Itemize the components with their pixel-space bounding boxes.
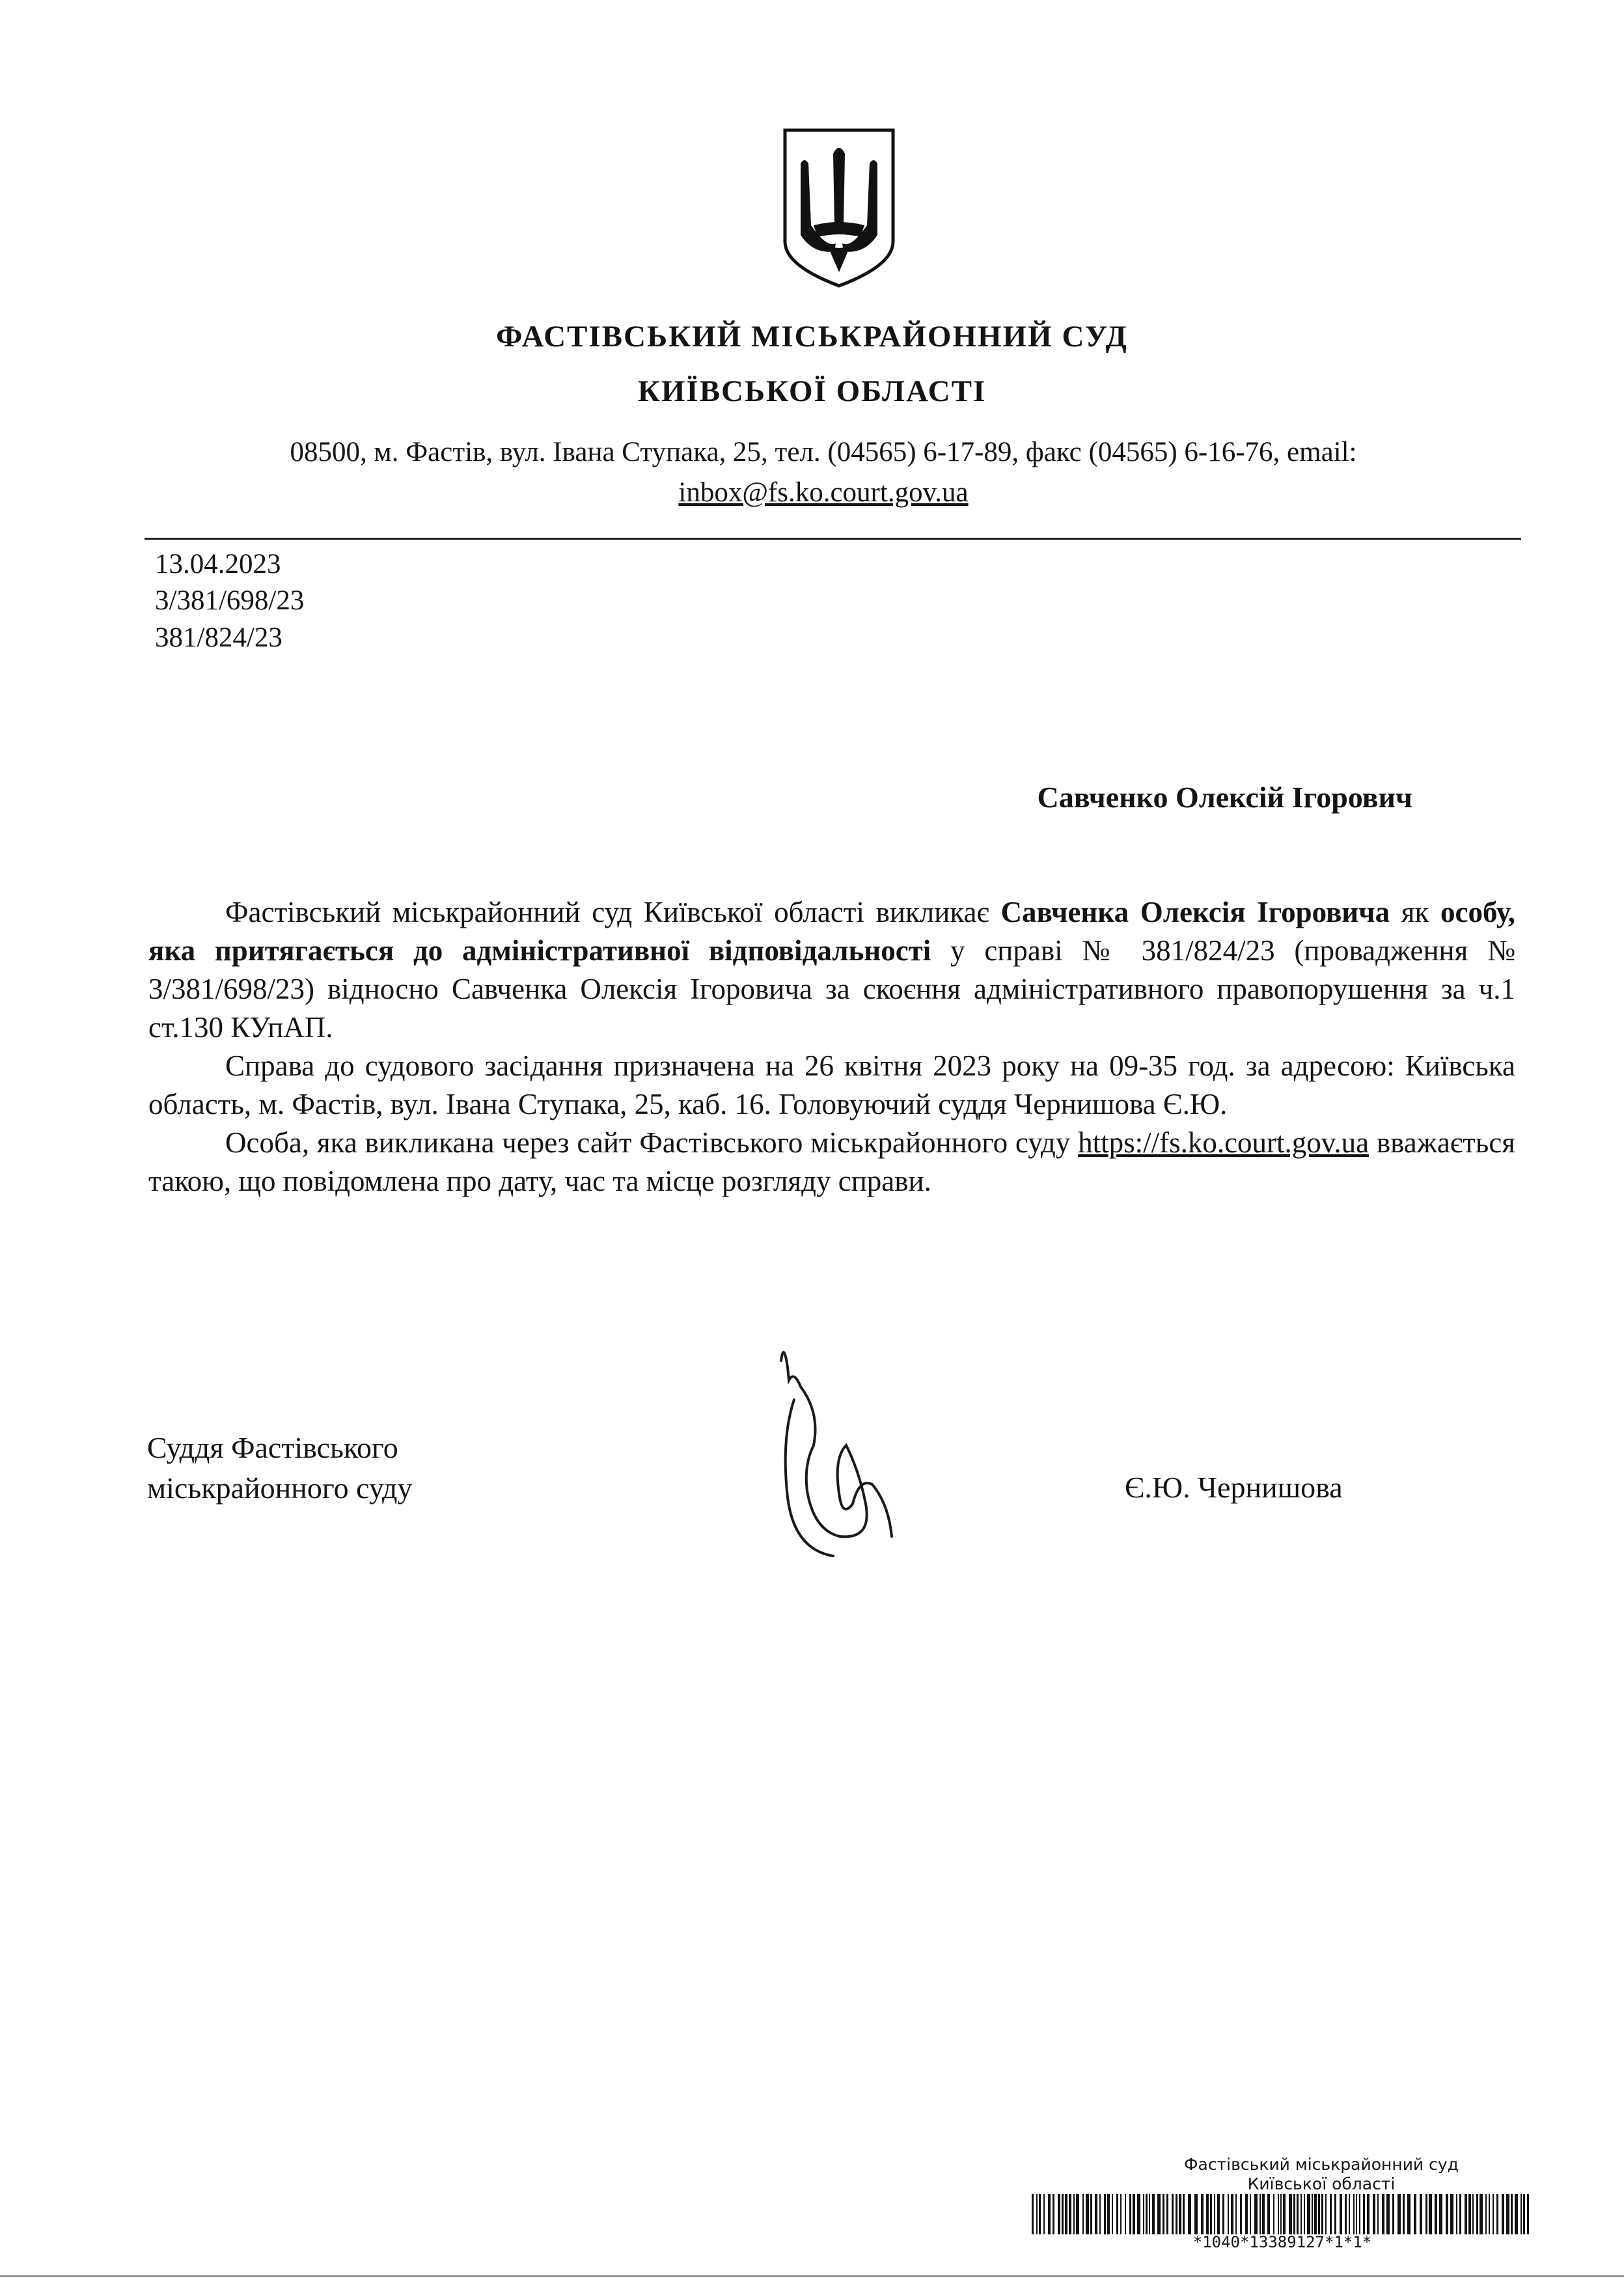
barcode-bar: [1325, 2194, 1327, 2234]
barcode-bar: [1217, 2194, 1220, 2234]
body-text: у справі № 381/824/23 (провадження № 3/381/698/23) відносно Савченка Олексія Ігоровича за скоєння адміністративного правопорушення за ч.1 ст.130 КУпАП.: [148, 934, 1516, 1044]
body-text: Фастівський міськрайонний суд Київської області викликає: [225, 896, 1001, 928]
barcode-bar: [1283, 2194, 1286, 2234]
signer-title-line: Суддя Фастівського: [147, 1431, 398, 1464]
barcode-bar: [1506, 2194, 1509, 2234]
barcode-bar: [1146, 2194, 1148, 2234]
barcode-bar: [1472, 2194, 1474, 2234]
barcode-bar: [1262, 2194, 1265, 2234]
barcode-bar: [1330, 2194, 1332, 2234]
header-divider: [145, 538, 1521, 540]
barcode-bar: [1259, 2194, 1261, 2234]
barcode-bar: [1163, 2194, 1164, 2234]
barcode-bar: [1377, 2194, 1379, 2234]
person-name: Савченка Олексія Ігоровича: [1000, 896, 1390, 928]
barcode-bar: [1334, 2194, 1336, 2234]
barcode-caption: [1120, 2155, 1523, 2194]
barcode-bar: [1293, 2194, 1295, 2234]
barcode-bar: [1397, 2194, 1401, 2234]
court-contacts: [195, 432, 1452, 513]
barcode-bar: [1166, 2194, 1168, 2234]
barcode-bar: [1392, 2194, 1394, 2234]
outgoing-number: 3/381/698/23: [155, 585, 305, 616]
barcode-bar: [1435, 2194, 1437, 2234]
barcode-bar: [1439, 2194, 1442, 2234]
barcode-bar: [1321, 2194, 1323, 2234]
barcode-bar: [1152, 2194, 1155, 2234]
barcode-bar: [1523, 2194, 1525, 2234]
barcode-bar: [1133, 2194, 1135, 2234]
barcode-bar: [1090, 2194, 1092, 2234]
barcode-bar: [1069, 2194, 1071, 2234]
letter-body: [148, 893, 1515, 1201]
barcode-caption-line: Київської області: [1247, 2174, 1396, 2193]
barcode-bar: [1267, 2194, 1270, 2234]
barcode-bar: [1210, 2194, 1212, 2234]
page-bottom-edge: [0, 2275, 1624, 2277]
barcode-bar: [1222, 2194, 1224, 2234]
barcode-bar: [1456, 2194, 1457, 2234]
barcode-bar: [1125, 2194, 1126, 2234]
barcode-bar: [1245, 2194, 1248, 2234]
barcode-bar: [1137, 2194, 1140, 2234]
judge-name: Є.Ю. Чернишова: [1125, 1471, 1343, 1504]
barcode-bar: [1297, 2194, 1299, 2234]
barcode-bar: [1314, 2194, 1317, 2234]
barcode-bar: [1489, 2194, 1490, 2234]
barcode-bar: [1194, 2194, 1198, 2234]
barcode-bar: [1231, 2194, 1233, 2234]
barcode-bar: [1349, 2194, 1350, 2234]
barcode-bar: [1043, 2194, 1045, 2234]
barcode-bar: [1468, 2194, 1471, 2234]
barcode-bar: [1450, 2194, 1453, 2234]
barcode-bar: [1206, 2194, 1209, 2234]
barcode-bar: [1254, 2194, 1258, 2234]
barcode-bar: [1407, 2194, 1411, 2234]
barcode-bar: [1107, 2194, 1110, 2234]
barcode-bar: [1382, 2194, 1384, 2234]
barcode-bar: [1065, 2194, 1067, 2234]
body-text: як: [1390, 896, 1440, 928]
barcode-bar: [1278, 2194, 1279, 2234]
barcode-bar: [1515, 2194, 1518, 2234]
barcode-caption-line: Фастівський міськрайонний суд: [1184, 2155, 1459, 2174]
barcode-bar: [1062, 2194, 1064, 2234]
barcode-bar: [1036, 2194, 1038, 2234]
barcode-bar: [1386, 2194, 1390, 2234]
barcode-bar: [1521, 2194, 1522, 2234]
barcode-bar: [1157, 2194, 1161, 2234]
barcode-bar: [1086, 2194, 1089, 2234]
document-date: 13.04.2023: [155, 549, 281, 579]
barcode: [1032, 2194, 1533, 2234]
summons-paragraph: [148, 893, 1515, 1047]
barcode-bar: [1465, 2194, 1467, 2234]
barcode-bar: [1104, 2194, 1106, 2234]
barcode-bar: [1312, 2194, 1313, 2234]
barcode-bar: [1149, 2194, 1150, 2234]
barcode-bar: [1116, 2194, 1118, 2234]
barcode-bar: [1120, 2194, 1122, 2234]
barcode-bar: [1172, 2194, 1174, 2234]
barcode-bar: [1201, 2194, 1204, 2234]
barcode-bar: [1373, 2194, 1375, 2234]
barcode-bar: [1240, 2194, 1242, 2234]
barcode-bar: [1183, 2194, 1185, 2234]
barcode-bar: [1425, 2194, 1427, 2234]
barcode-bar: [1340, 2194, 1342, 2234]
barcode-bar: [1363, 2194, 1365, 2234]
barcode-bar: [1318, 2194, 1320, 2234]
barcode-bar: [1345, 2194, 1347, 2234]
barcode-bar: [1446, 2194, 1448, 2234]
barcode-bar: [1235, 2194, 1237, 2234]
barcode-bar: [1058, 2194, 1060, 2234]
contacts-text: 08500, м. Фастів, вул. Івана Ступака, 25, тел. (04565) 6-17-89, факс (04565) 6-16-76, email:: [290, 437, 1357, 467]
barcode-bar: [1476, 2194, 1478, 2234]
barcode-bar: [1188, 2194, 1191, 2234]
body-text: вважається такою, що повідомлена про дату, час та місце розгляду справи.: [148, 1126, 1515, 1197]
barcode-bar: [1511, 2194, 1513, 2234]
barcode-bar: [1429, 2194, 1432, 2234]
court-website-link[interactable]: https://fs.ko.court.gov.ua: [1078, 1126, 1369, 1159]
barcode-bar: [1496, 2194, 1498, 2234]
barcode-bar: [1502, 2194, 1504, 2234]
barcode-bar: [1176, 2194, 1177, 2234]
barcode-bar: [1485, 2194, 1487, 2234]
signer-title: [147, 1428, 412, 1508]
barcode-bar: [1228, 2194, 1229, 2234]
barcode-bar: [1179, 2194, 1181, 2234]
email-link[interactable]: inbox@fs.ko.court.gov.ua: [678, 477, 969, 508]
barcode-bar: [1493, 2194, 1494, 2234]
barcode-bar: [1356, 2194, 1357, 2234]
signer-title-line: міськрайонного суду: [147, 1471, 413, 1505]
coat-of-arms-icon: [781, 128, 897, 288]
barcode-bar: [1095, 2194, 1097, 2234]
barcode-bar: [1112, 2194, 1113, 2234]
barcode-bar: [1301, 2194, 1302, 2234]
person-status: особу, яка притягається до адміністративної відповідальності: [148, 896, 1515, 967]
notice-paragraph: [148, 1124, 1515, 1201]
barcode-bar: [1048, 2194, 1051, 2234]
barcode-bar: [1099, 2194, 1101, 2234]
case-number: 381/824/23: [155, 622, 282, 653]
barcode-bar: [1304, 2194, 1305, 2234]
barcode-bar: [1143, 2194, 1144, 2234]
barcode-bar: [1527, 2194, 1529, 2234]
barcode-bar: [1307, 2194, 1310, 2234]
barcode-bar: [1353, 2194, 1355, 2234]
barcode-number: *1040*13389127*1*1*: [1192, 2233, 1372, 2251]
barcode-bar: [1420, 2194, 1422, 2234]
barcode-bar: [1032, 2194, 1034, 2234]
barcode-bar: [1403, 2194, 1405, 2234]
barcode-bar: [1280, 2194, 1282, 2234]
barcode-bar: [1359, 2194, 1360, 2234]
addressee: Савченко Олексій Ігорович: [1037, 781, 1412, 814]
barcode-bar: [1082, 2194, 1084, 2234]
handwritten-signature: [768, 1341, 898, 1562]
barcode-bar: [1289, 2194, 1292, 2234]
barcode-bar: [1459, 2194, 1461, 2234]
barcode-bar: [1073, 2194, 1075, 2234]
barcode-bar: [1214, 2194, 1215, 2234]
court-region: КИЇВСЬКОЇ ОБЛАСТІ: [637, 374, 987, 408]
barcode-bar: [1129, 2194, 1131, 2234]
hearing-paragraph: Справа до судового засідання призначена на 26 квітня 2023 року на 09-35 год. за адресою: Київська область, м. Фастів, вул. Івана Ступака, 25, каб. 16. Головуючий суддя Чернишова Є.Ю.: [148, 1049, 1515, 1120]
court-name: ФАСТІВСЬКИЙ МІСЬКРАЙОННИЙ СУД: [496, 320, 1128, 354]
barcode-bar: [1273, 2194, 1274, 2234]
barcode-bar: [1250, 2194, 1251, 2234]
barcode-bar: [1479, 2194, 1483, 2234]
barcode-bar: [1367, 2194, 1369, 2234]
barcode-bar: [1053, 2194, 1054, 2234]
barcode-bar: [1414, 2194, 1416, 2234]
body-text: Особа, яка викликана через сайт Фастівського міськрайонного суду: [225, 1126, 1079, 1159]
barcode-bar: [1076, 2194, 1079, 2234]
barcode-bar: [1039, 2194, 1041, 2234]
